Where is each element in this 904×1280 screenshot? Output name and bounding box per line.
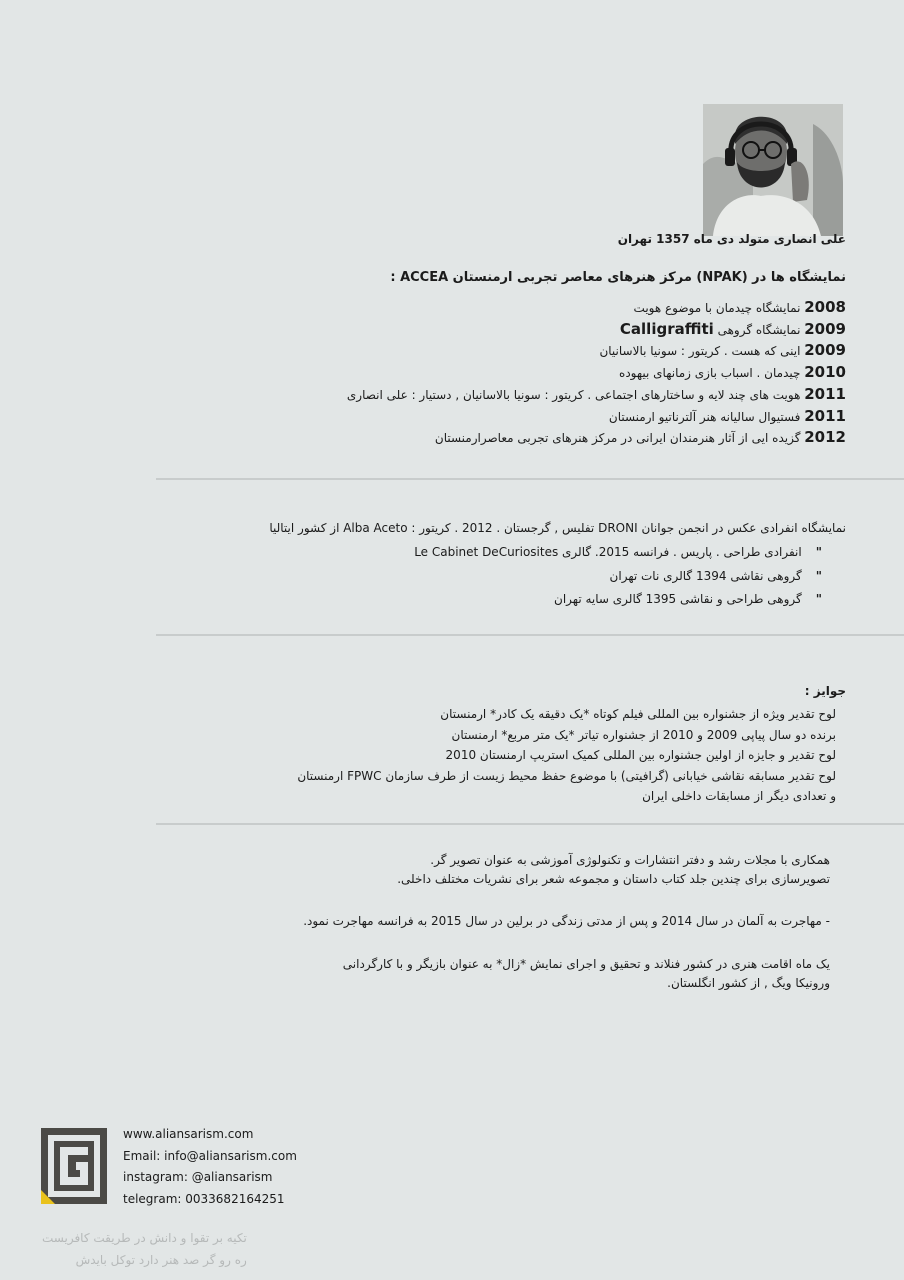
contact-info [123, 1124, 297, 1210]
list-item: لوح تقدیر و جایزه از اولین جشنواره بین المللی کمیک استریپ ارمنستان 2010 [445, 748, 836, 762]
website-link[interactable]: www.aliansarism.com [123, 1127, 254, 1141]
list-item: برنده دو سال پیاپی 2009 و 2010 از جشنواره تیاتر *یک متر مربع* ارمنستان [451, 727, 836, 742]
divider [156, 634, 904, 636]
list-item: 2011 فستیوال سالیانه هنر آلترناتیو ارمنستان [608, 406, 846, 425]
exhibitions-list [226, 297, 846, 449]
instagram-handle[interactable]: instagram: @aliansarism [123, 1170, 273, 1184]
list-item: 2011 هویت های چند لایه و ساختارهای اجتماعی . کریتور : سونیا بالاسانیان , دستیار : علی انصاری [346, 384, 846, 403]
collab-line: تصویرسازی برای چندین جلد کتاب داستان و مجموعه شعر برای نشریات مختلف داخلی. [397, 872, 830, 886]
email-link[interactable]: Email: info@aliansarism.com [123, 1148, 297, 1163]
residency-line: یک ماه اقامت هنری در کشور فنلاند و تحقیق و اجرای نمایش *زال* به عنوان بازیگر و با کارگردانی [342, 957, 830, 971]
motto-line: ره رو گر صد هنر دارد توکل بایدش [75, 1253, 247, 1267]
residency-paragraph [190, 955, 830, 993]
list-item: "گروهی نقاشی 1394 گالری نات تهران [609, 568, 822, 583]
telegram-number[interactable]: telegram: 0033682164251 [123, 1191, 285, 1206]
awards-title: جوایز : [804, 684, 846, 698]
list-item: 2009 نمایشگاه گروهی Calligraffiti [619, 319, 846, 338]
motto-verse [42, 1227, 247, 1271]
divider [156, 823, 904, 825]
list-item: 2012 گزیده ایی از آثار هنرمندان ایرانی در مرکز هنرهای تجربی معاصرارمنستان [434, 428, 846, 447]
list-item: لوح تقدیر مسابقه نقاشی خیابانی (گرافیتی) با موضوع حفظ محیط زیست از طرف سازمان FPWC ارمنستان [297, 768, 836, 783]
list-item: 2009 اینی که هست . کریتور : سونیا بالاسانیان [599, 341, 846, 360]
list-item: 2010 چیدمان . اسباب بازی زمانهای بیهوده [619, 363, 846, 382]
migration-paragraph: - مهاجرت به آلمان در سال 2014 و پس از مدتی زندگی در برلین در سال 2015 به فرانسه مهاجرت نمود. [303, 914, 830, 928]
list-item: لوح تقدیر ویژه از جشنواره بین المللی فیلم کوتاه *یک دقیقه یک کادر* ارمنستان [440, 707, 836, 721]
divider [156, 478, 904, 480]
list-item: "انفرادی طراحی . پاریس . فرانسه 2015. گالری Le Cabinet DeCuriosites [414, 545, 822, 559]
portrait-photo [703, 104, 843, 236]
list-item: 2008 نمایشگاه چیدمان با موضوع هویت [633, 298, 846, 316]
other-exhibitions-list [222, 541, 822, 612]
awards-list [136, 704, 836, 807]
bio-line: علی انصاری متولد دی ماه 1357 تهران [617, 232, 846, 246]
solo-exhibition-line: نمایشگاه انفرادی عکس در انجمن جوانان DRONI تفلیس , گرجستان . 2012 . کریتور : Alba Aceto از کشور ایتالیا [269, 521, 846, 535]
brand-logo [41, 1128, 107, 1204]
residency-line: ورونیکا ویگ , از کشور انگلستان. [667, 976, 830, 990]
list-item: "گروهی طراحی و نقاشی 1395 گالری سایه تهران [554, 592, 822, 606]
exhibitions-title: نمایشگاه ها در (NPAK) مرکز هنرهای معاصر تجربی ارمنستان ACCEA : [390, 270, 846, 285]
artist-portrait [703, 104, 843, 236]
motto-line: تکیه بر تقوا و دانش در طریقت کافریست [42, 1231, 247, 1245]
collab-line: همکاری با مجلات رشد و دفتر انتشارات و تکنولوژی آموزشی به عنوان تصویر گر. [430, 853, 830, 867]
collab-paragraph [190, 851, 830, 889]
list-item: و تعدادی دیگر از مسابقات داخلی ایران [642, 789, 836, 803]
